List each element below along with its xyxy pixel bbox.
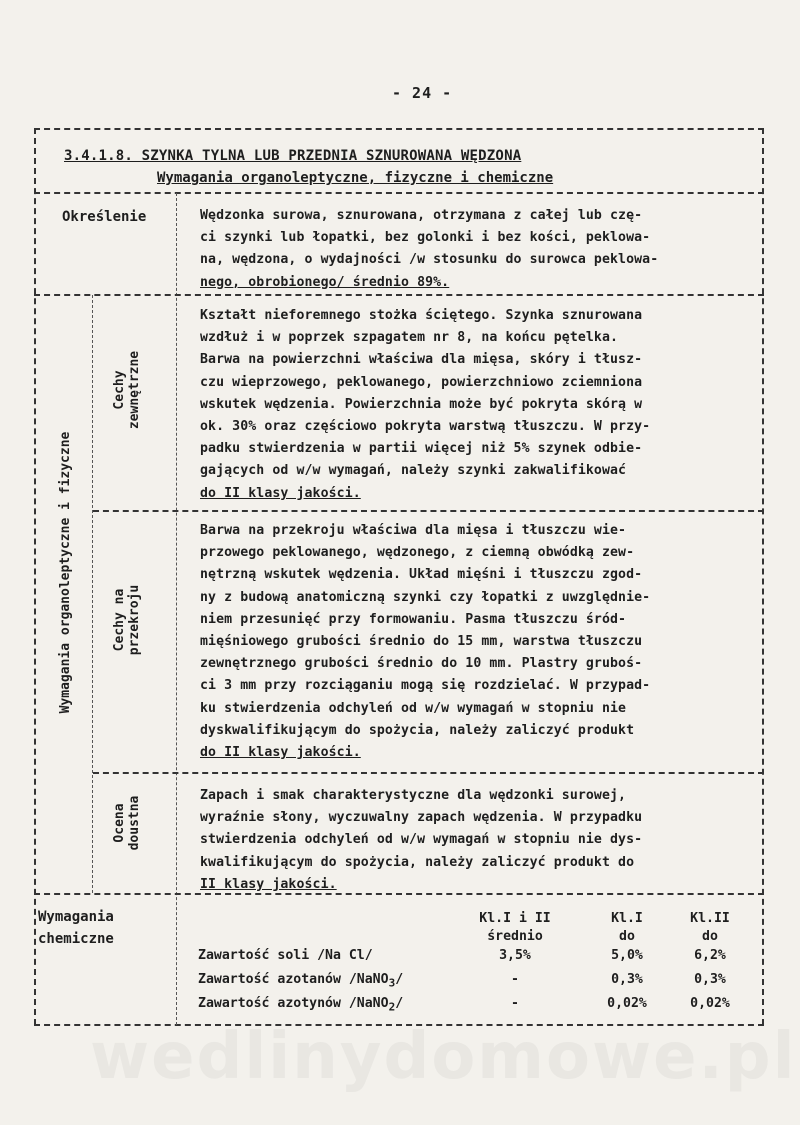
col-header-kl-ii: Kl.II do <box>690 911 730 944</box>
definition-line: Wędzonka surowa, sznurowana, otrzymana z całej lub czę- <box>200 208 643 223</box>
frame-right-line <box>762 128 764 1025</box>
cross-section-line: do II klasy jakości. <box>200 745 361 761</box>
oral-line: stwierdzenia odchyleń od w/w wymagań w stopniu nie dys- <box>200 832 643 848</box>
cross-section-label-line1: Cechy na <box>112 588 127 652</box>
frame-top-line <box>34 128 764 130</box>
cross-section-line: przowego peklowanego, wędzonego, z ciemną obwódką zew- <box>200 545 635 561</box>
oral-label <box>112 778 142 868</box>
external-line: padku stwierdzenia w partii więcej niż 5% szynek odbie- <box>200 441 643 457</box>
cross-section-line: ku stwierdzenia odchyleń od w/w wymagań w stopniu nie <box>200 700 627 716</box>
oral-line: kwalifikującym do spożycia, należy zaliczyć produkt do <box>200 854 635 870</box>
watermark: wedlinydomowe.pl <box>90 1020 797 1094</box>
external-divider <box>93 510 764 512</box>
page-number: - 24 - <box>392 84 453 102</box>
external-line: gających od w/w wymagań, należy szynki zakwalifikować <box>200 463 627 479</box>
chem-row-name: Zawartość soli /Na Cl/ <box>198 948 373 963</box>
chem-cell: 0,3% <box>694 972 726 987</box>
cross-section-line: ci 3 mm przy rozciąganiu mogą się rozdzielać. W przypad- <box>200 678 651 694</box>
definition-divider <box>34 294 764 296</box>
cross-section-line: mięśniowego grubości średnio do 15 mm, warstwa tłuszczu <box>200 634 643 650</box>
chem-row-name: Zawartość azotanów /NaNO$_3$/ <box>198 972 404 990</box>
oral-label-line1: Ocena <box>112 803 127 843</box>
chem-cell: 0,02% <box>690 996 730 1011</box>
cross-section-line: nętrzną wskutek wędzenia. Układ mięśni i tłuszczu zgod- <box>200 567 643 583</box>
frame-left-line <box>34 128 36 1025</box>
chem-row-name: Zawartość azotynów /NaNO$_2$/ <box>198 996 404 1014</box>
cross-section-line: niem przesunięć przy formowaniu. Pasma tłuszczu śród- <box>200 611 627 627</box>
external-label <box>112 330 142 450</box>
oral-label-line2: doustna <box>127 795 142 851</box>
external-line: Kształt nieforemnego stożka ściętego. Szynka sznurowana <box>200 308 643 323</box>
section-title: 3.4.1.8. SZYNKA TYLNA LUB PRZEDNIA SZNUROWANA WĘDZONA <box>64 148 522 164</box>
chem-cell: 0,3% <box>611 972 643 987</box>
chemical-label-line1: Wymagania <box>38 909 114 925</box>
definition-line: nego, obrobionego/ średnio 89%. <box>200 274 450 290</box>
oral-divider <box>34 893 764 895</box>
chem-cell: - <box>511 996 519 1011</box>
external-label-line1: Cechy <box>112 370 127 410</box>
col-header-kl-i: Kl.I do <box>611 911 643 944</box>
definition-text <box>200 205 658 294</box>
oral-line: Zapach i smak charakterystyczne dla wędzonki surowej, <box>200 788 627 803</box>
oral-text <box>200 785 642 896</box>
chem-cell: - <box>511 972 519 987</box>
oral-line: wyraźnie słony, wyczuwalny zapach wędzenia. W przypadku <box>200 810 643 826</box>
cross-section-label-line2: przekroju <box>127 584 142 656</box>
external-label-line2: zewnętrzne <box>127 350 142 430</box>
definition-label: Określenie <box>62 209 147 225</box>
external-text <box>200 305 650 505</box>
external-line: wzdłuż i w poprzek szpagatem nr 8, na końcu pętelka. <box>200 330 619 346</box>
external-line: do II klasy jakości. <box>200 485 361 501</box>
header-divider <box>34 192 764 194</box>
external-line: czu wieprzowego, peklowanego, powierzchniowo zciemniona <box>200 374 643 390</box>
chem-cell: 5,0% <box>611 948 643 963</box>
cross-section-line: zewnętrznego grubości średnio do 10 mm. Plastry gruboś- <box>200 656 643 672</box>
cross-section-line: dyskwalifikującym do spożycia, należy zaliczyć produkt <box>200 722 635 738</box>
cross-section-line: Barwa na przekroju właściwa dla mięsa i tłuszczu wie- <box>200 523 627 538</box>
content-column-divider <box>176 193 177 1025</box>
definition-line: ci szynki lub łopatki, bez golonki i bez kości, peklowa- <box>200 230 651 246</box>
section-subtitle: Wymagania organoleptyczne, fizyczne i chemiczne <box>157 170 554 186</box>
external-line: ok. 30% oraz częściowo pokryta warstwą tłuszczu. W przy- <box>200 419 651 435</box>
group-label: Wymagania organoleptyczne i fizyczne <box>58 431 73 714</box>
chem-cell: 3,5% <box>499 948 531 963</box>
chem-cell: 6,2% <box>694 948 726 963</box>
group-column-divider <box>92 295 93 893</box>
chemical-label-line2: chemiczne <box>38 931 114 947</box>
cross-section-divider <box>93 772 764 774</box>
cross-section-text <box>200 520 650 764</box>
cross-section-line: ny z budową anatomiczną szynki czy łopatki z uwzględnie- <box>200 589 651 605</box>
cross-section-label <box>112 550 142 690</box>
external-line: Barwa na powierzchni właściwa dla mięsa, skóry i tłusz- <box>200 352 643 368</box>
oral-line: II klasy jakości. <box>200 876 337 892</box>
col-header-kl-i-ii: Kl.I i II średnio <box>479 911 551 944</box>
external-line: wskutek wędzenia. Powierzchnia może być pokryta skórą w <box>200 396 643 412</box>
chemical-label <box>38 906 114 950</box>
definition-line: na, wędzona, o wydajności /w stosunku do surowca peklowa- <box>200 252 659 268</box>
chem-cell: 0,02% <box>607 996 647 1011</box>
